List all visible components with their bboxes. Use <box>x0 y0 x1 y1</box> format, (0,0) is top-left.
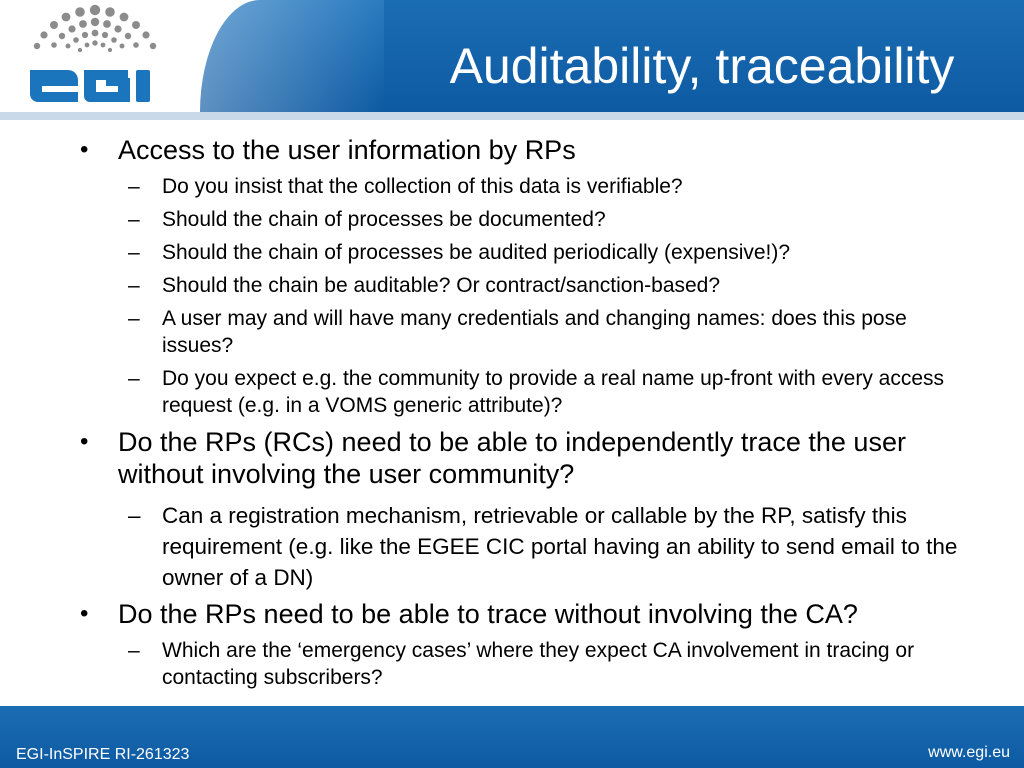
sub-bullet-item <box>128 305 932 359</box>
slide-title: Auditability, traceability <box>449 38 955 94</box>
slide-body <box>0 122 1024 702</box>
logo-letters <box>30 70 150 102</box>
dash-marker: – <box>128 274 140 297</box>
bullet-text: Do the RPs need to be able to trace without involving the CA? <box>118 599 858 629</box>
sub-bullet-text: Should the chain of processes be documented? <box>162 208 606 231</box>
footer-project-id: EGI-InSPIRE RI-261323 <box>16 746 190 763</box>
bullet-text: Do the RPs (RCs) need to be able to independently trace the user without involving the user community? <box>118 427 906 489</box>
sub-bullet-item <box>128 239 972 266</box>
dash-marker: – <box>128 307 140 330</box>
sub-bullet-item <box>128 272 972 299</box>
bullet-text: Access to the user information by RPs <box>118 135 576 165</box>
sub-bullet-text: Should the chain be auditable? Or contract/sanction-based? <box>162 274 721 297</box>
bullet-item <box>80 134 978 166</box>
sub-bullet-item <box>128 637 962 691</box>
slide-footer <box>0 706 1024 768</box>
dash-marker: – <box>128 175 140 198</box>
sub-bullet-text: A user may and will have many credentials and changing names: does this pose issues? <box>162 307 907 357</box>
bullet-marker: • <box>80 136 89 163</box>
bullet-item <box>80 598 978 630</box>
dash-marker: – <box>128 208 140 231</box>
logo-dots <box>34 5 156 52</box>
logo-panel-shine <box>190 0 384 112</box>
sub-bullet-text: Can a registration mechanism, retrievable or callable by the RP, satisfy this requirement (e.g. like the EGEE CIC portal having an ability to send email to the owner of a DN) <box>162 503 958 590</box>
footer-website[interactable]: www.egi.eu <box>928 744 1010 761</box>
bullet-marker: • <box>80 428 89 455</box>
bullet-item <box>80 426 968 490</box>
sub-bullet-text: Do you expect e.g. the community to provide a real name up-front with every access request (e.g. in a VOMS generic attribute)? <box>162 367 945 417</box>
slide-header <box>0 0 1024 112</box>
header-divider <box>0 112 1024 120</box>
dash-marker: – <box>128 503 141 528</box>
bullet-marker: • <box>80 600 89 627</box>
sub-bullet-text: Should the chain of processes be audited periodically (expensive!)? <box>162 241 791 264</box>
sub-bullet-item <box>128 206 972 233</box>
sub-bullet-item <box>128 500 974 593</box>
sub-bullet-item <box>128 173 972 200</box>
dash-marker: – <box>128 367 140 390</box>
sub-bullet-text: Which are the ‘emergency cases’ where they expect CA involvement in tracing or contacting subscribers? <box>162 639 915 689</box>
sub-bullet-item <box>128 365 952 419</box>
egi-logo-icon <box>20 2 170 110</box>
dash-marker: – <box>128 241 140 264</box>
dash-marker: – <box>128 639 140 662</box>
sub-bullet-text: Do you insist that the collection of this data is verifiable? <box>162 175 683 198</box>
